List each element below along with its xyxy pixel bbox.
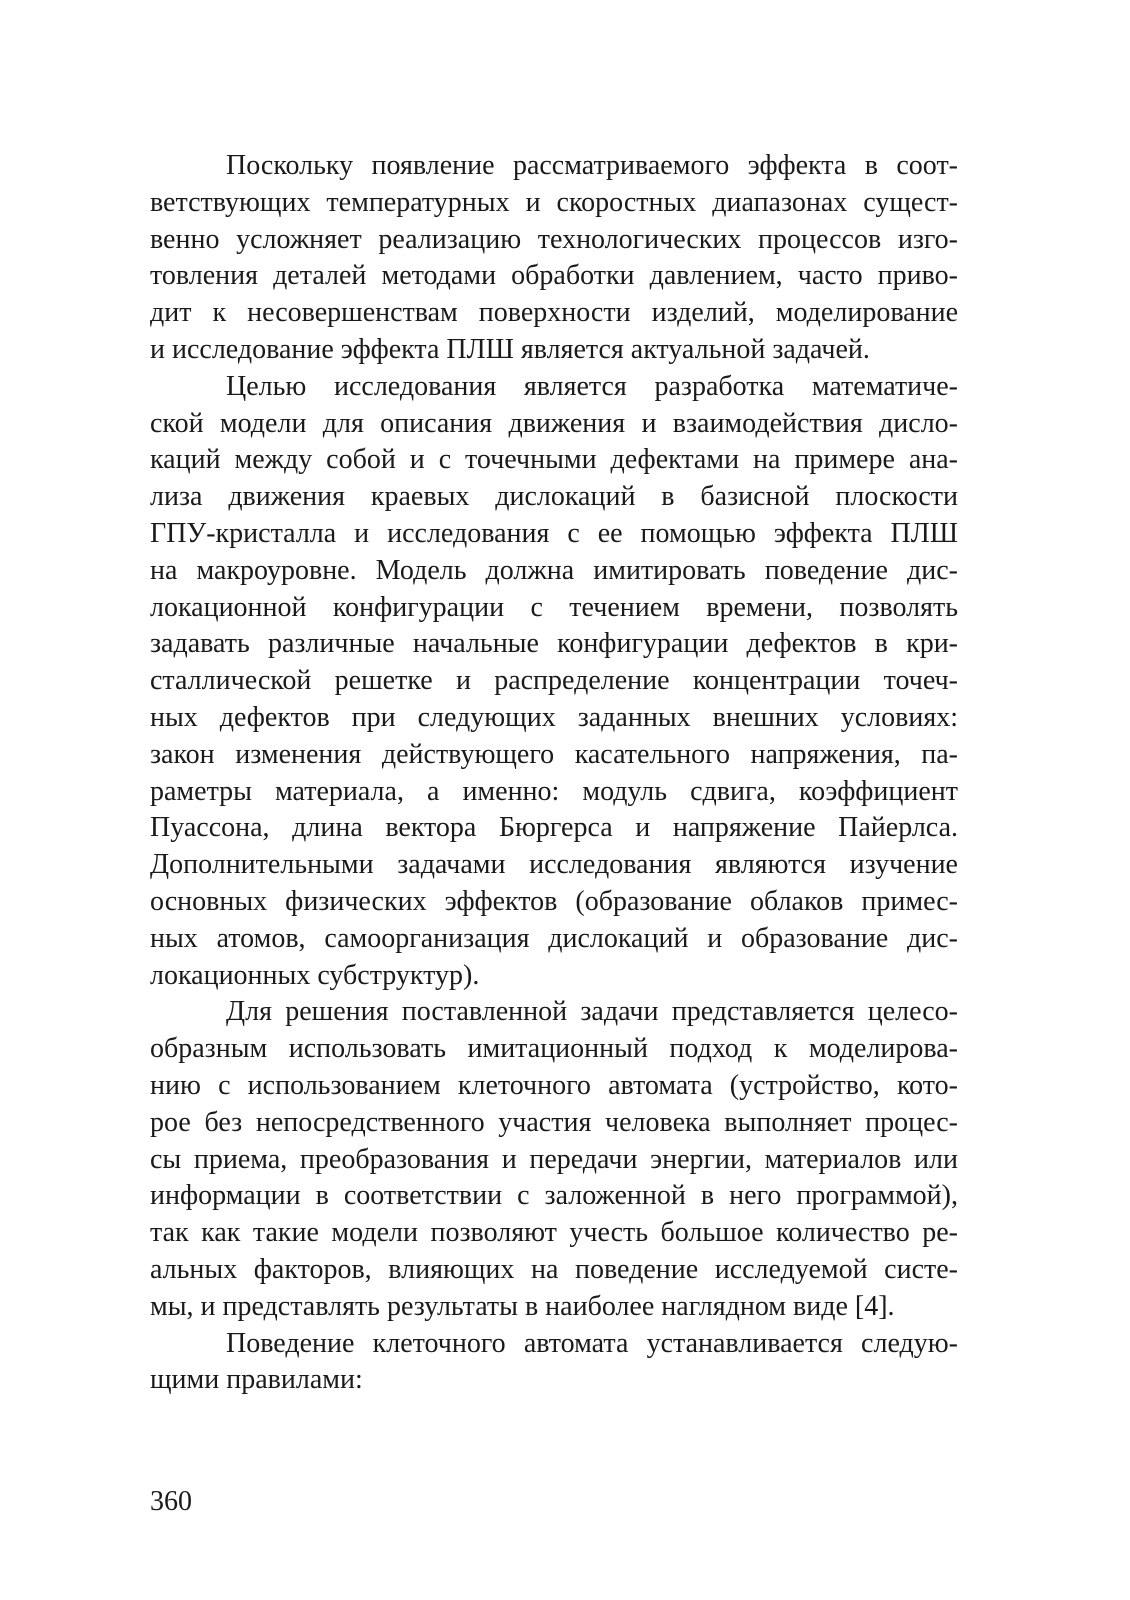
text-line: мы, и представлять результаты в наиболее наглядном виде [4]. bbox=[150, 1290, 895, 1322]
text-line: информации в соответствии с заложенной в него программой), bbox=[150, 1180, 958, 1212]
text-line: и исследование эффекта ПЛШ является актуальной задачей. bbox=[150, 333, 870, 365]
text-line: каций между собой и с точечными дефектами на примере ана- bbox=[150, 444, 958, 476]
text-line: основных физических эффектов (образование облаков примес- bbox=[150, 885, 958, 917]
text-line: так как такие модели позволяют учесть большое количество ре- bbox=[150, 1217, 958, 1249]
text-line: лиза движения краевых дислокаций в базисной плоскости bbox=[150, 481, 958, 513]
page-number: 360 bbox=[150, 1486, 192, 1517]
text-line: альных факторов, влияющих на поведение исследуемой систе- bbox=[150, 1253, 958, 1285]
text-line: ных дефектов при следующих заданных внешних условиях: bbox=[150, 701, 958, 733]
text-line: щими правилами: bbox=[150, 1364, 363, 1396]
text-line: нию с использованием клеточного автомата (устройство, кото- bbox=[150, 1069, 958, 1101]
text-line: закон изменения действующего касательного напряжения, па- bbox=[150, 738, 958, 770]
text-line: локационных субструктур). bbox=[150, 959, 480, 991]
paragraph bbox=[150, 148, 958, 369]
text-line: Поскольку появление рассматриваемого эффекта в соот- bbox=[226, 150, 958, 181]
text-line: сталлической решетке и распределение концентрации точеч- bbox=[150, 665, 958, 697]
text-line: ГПУ-кристалла и исследования с ее помощью эффекта ПЛШ bbox=[150, 517, 958, 549]
text-line: на макроуровне. Модель должна имитировать поведение дис- bbox=[150, 554, 958, 586]
text-line: сы приема, преобразования и передачи энергии, материалов или bbox=[150, 1143, 958, 1175]
paragraph bbox=[150, 369, 958, 995]
paragraph bbox=[150, 994, 958, 1325]
text-line: раметры материала, а именно: модуль сдвига, коэффициент bbox=[150, 775, 958, 807]
text-line: Поведение клеточного автомата устанавливается следую- bbox=[226, 1327, 958, 1359]
text-line: ветствующих температурных и скоростных диапазонах сущест- bbox=[150, 186, 958, 218]
text-line: ных атомов, самоорганизация дислокаций и образование дис- bbox=[150, 922, 958, 954]
text-line: локационной конфигурации с течением времени, позволять bbox=[150, 591, 958, 623]
text-line: дит к несовершенствам поверхности изделий, моделирование bbox=[150, 297, 958, 329]
text-line: задавать различные начальные конфигурации дефектов в кри- bbox=[150, 628, 958, 660]
text-line: рое без непосредственного участия человека выполняет процес- bbox=[150, 1106, 958, 1138]
text-line: образным использовать имитационный подход к моделирова- bbox=[150, 1033, 958, 1065]
text-line: Пуассона, длина вектора Бюргерса и напряжение Пайерлса. bbox=[150, 812, 958, 844]
page-body bbox=[150, 148, 958, 1399]
text-line: Целью исследования является разработка математиче- bbox=[226, 370, 958, 402]
text-line: Для решения поставленной задачи представляется целесо- bbox=[226, 996, 958, 1028]
text-line: товления деталей методами обработки давлением, часто приво- bbox=[150, 260, 958, 292]
text-line: ской модели для описания движения и взаимодействия дисло- bbox=[150, 407, 958, 439]
text-line: Дополнительными задачами исследования являются изучение bbox=[150, 849, 958, 881]
text-line: венно усложняет реализацию технологических процессов изго- bbox=[150, 223, 958, 255]
paragraph bbox=[150, 1326, 958, 1400]
